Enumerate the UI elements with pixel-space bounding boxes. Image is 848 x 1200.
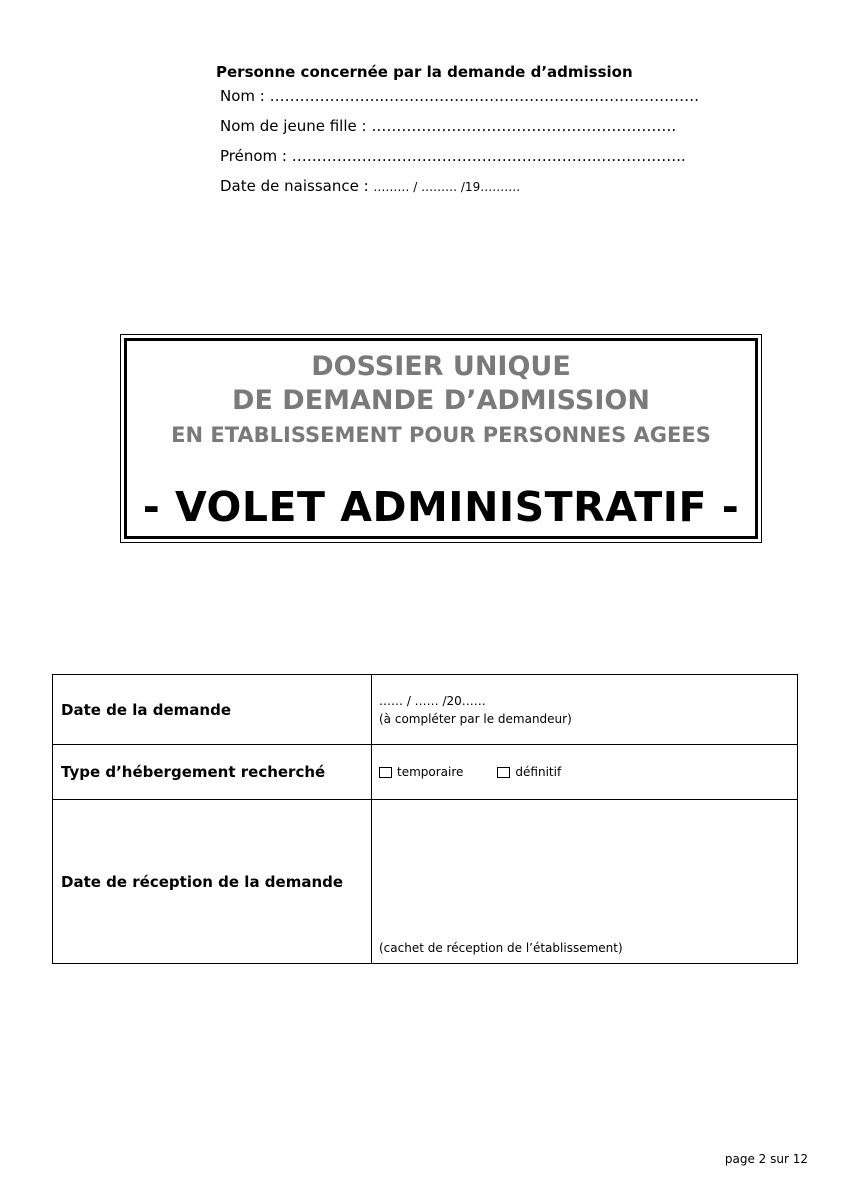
naissance-label: Date de naissance : bbox=[220, 177, 374, 195]
page-number: page 2 sur 12 bbox=[724, 1152, 808, 1166]
option-temporaire[interactable] bbox=[379, 765, 463, 779]
date-demande-note: (à compléter par le demandeur) bbox=[379, 711, 572, 726]
title-box bbox=[120, 334, 762, 543]
hebergement-options bbox=[379, 765, 797, 779]
table-row-date-demande bbox=[53, 675, 798, 745]
jeune-fille-line bbox=[220, 116, 686, 136]
title-line-2: DE DEMANDE D’ADMISSION bbox=[232, 385, 650, 416]
title-main: - VOLET ADMINISTRATIF - bbox=[142, 483, 740, 531]
admin-table bbox=[52, 674, 798, 964]
option-definitif[interactable] bbox=[497, 765, 561, 779]
table-row-reception bbox=[53, 800, 798, 964]
checkbox-temporaire-icon[interactable] bbox=[379, 767, 392, 778]
prenom-label: Prénom : bbox=[220, 147, 292, 165]
prenom-line bbox=[220, 146, 686, 166]
nom-line bbox=[220, 86, 700, 106]
jeune-fille-field[interactable]: ……………………………………………………. bbox=[371, 117, 677, 135]
nom-field[interactable]: …………………..……………………………………………………… bbox=[269, 87, 700, 105]
naissance-line bbox=[220, 176, 686, 197]
title-line-3: EN ETABLISSEMENT POUR PERSONNES AGEES bbox=[171, 423, 711, 447]
date-demande-cell[interactable] bbox=[372, 675, 798, 745]
jeune-fille-label: Nom de jeune fille : bbox=[220, 117, 372, 135]
reception-note: (cachet de réception de l’établissement) bbox=[379, 941, 623, 955]
title-box-inner bbox=[124, 338, 758, 539]
person-section bbox=[216, 62, 700, 207]
hebergement-label: Type d’hébergement recherché bbox=[53, 745, 372, 800]
person-heading: Personne concernée par la demande d’admission bbox=[216, 63, 633, 81]
option-definitif-label: définitif bbox=[515, 765, 562, 779]
reception-label: Date de réception de la demande bbox=[53, 800, 372, 964]
checkbox-definitif-icon[interactable] bbox=[497, 767, 510, 778]
prenom-field[interactable]: ……………………………………………………..…………….. bbox=[291, 147, 686, 165]
option-temporaire-label: temporaire bbox=[397, 765, 464, 779]
title-line-1: DOSSIER UNIQUE bbox=[311, 351, 571, 382]
date-demande-label: Date de la demande bbox=[53, 675, 372, 745]
hebergement-cell bbox=[372, 745, 798, 800]
naissance-field[interactable]: ……… / ……… /19………. bbox=[373, 180, 521, 194]
date-demande-value: …… / …… /20…… bbox=[379, 693, 486, 708]
nom-label: Nom : bbox=[220, 87, 270, 105]
reception-stamp-area[interactable] bbox=[372, 800, 798, 964]
table-row-hebergement bbox=[53, 745, 798, 800]
